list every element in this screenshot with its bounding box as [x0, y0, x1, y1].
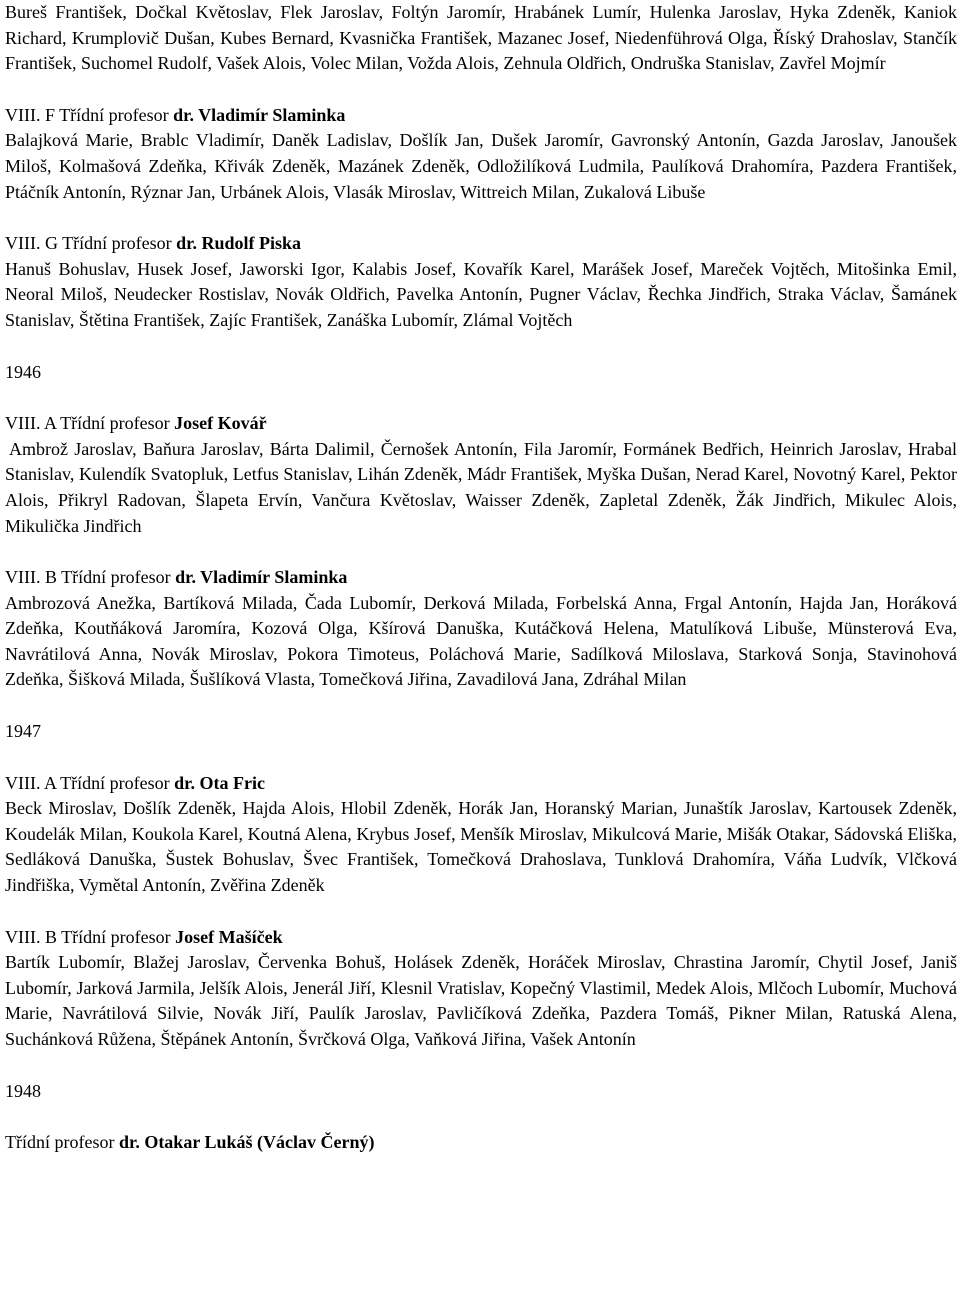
spacer	[5, 899, 957, 925]
heading-prefix: VIII. A Třídní profesor	[5, 772, 175, 793]
year-heading-1947: 1947	[5, 721, 41, 742]
class-heading-viii-f	[5, 103, 957, 129]
student-list-viii-b-1946: Ambrozová Anežka, Bartíková Milada, Čada Lubomír, Derková Milada, Forbelská Anna, Frgal Antonín, Hajda Jan, Horáková Zdeňka, Koutňáková Jaromíra, Kozová Olga, Kšírová Danuška, Kutáčková Helena, Matulíková Libuše, Münsterová Eva, Navrátilová Anna, Novák Miroslav, Pokora Timoteus, Poláchová Marie, Sadílková Miloslava, Starková Sonja, Stavinohová Zdeňka, Šišková Milada, Šušlíková Vlasta, Tomečková Jiřina, Zavadilová Jana, Zdráhal Milan	[5, 592, 957, 690]
spacer	[5, 385, 957, 411]
heading-prefix: VIII. F Třídní profesor	[5, 104, 174, 125]
year-heading-1946: 1946	[5, 361, 41, 382]
class-heading-1948	[5, 1130, 957, 1156]
student-list-viii-f: Balajková Marie, Brablc Vladimír, Daněk Ladislav, Došlík Jan, Dušek Jaromír, Gavronský Antonín, Gazda Jaroslav, Janoušek Miloš, Kolmašová Zdeňka, Křivák Zdeněk, Mazánek Zdeněk, Odložilíková Ludmila, Paulíková Drahomíra, Pazdera František, Ptáčník Antonín, Rýznar Jan, Urbánek Alois, Vlasák Miroslav, Wittreich Milan, Zukalová Libuše	[5, 130, 957, 202]
class-heading-viii-a-1947	[5, 771, 957, 797]
heading-prefix: VIII. G Třídní profesor	[5, 233, 177, 254]
teacher-name: dr. Vladimír Slaminka	[173, 104, 346, 125]
student-list-viii-a-1946: Ambrož Jaroslav, Baňura Jaroslav, Bárta Dalimil, Černošek Antonín, Fila Jaromír, Formánek Bedřich, Heinrich Jaroslav, Hrabal Stanislav, Kulendík Svatopluk, Letfus Stanislav, Lihán Zdeněk, Mádr František, Myška Dušan, Nerad Karel, Novotný Karel, Pektor Alois, Přikryl Radovan, Šlapeta Ervín, Vančura Květoslav, Waisser Zdeněk, Zapletal Zdeněk, Žák Jindřich, Mikulec Alois, Mikulička Jindřich	[5, 438, 957, 536]
student-list-viii-g: Hanuš Bohuslav, Husek Josef, Jaworski Igor, Kalabis Josef, Kovařík Karel, Marášek Josef, Mareček Vojtěch, Mitošinka Emil, Neoral Miloš, Neudecker Rostislav, Novák Oldřich, Pavelka Antonín, Pugner Václav, Řechka Jindřich, Straka Václav, Šamánek Stanislav, Štětina František, Zajíc František, Zanáška Lubomír, Zlámal Vojtěch	[5, 258, 957, 330]
document-page	[5, 0, 957, 1156]
class-heading-viii-g	[5, 231, 957, 257]
student-list-viii-b-1947: Bartík Lubomír, Blažej Jaroslav, Červenka Bohuš, Holásek Zdeněk, Horáček Miroslav, Chrastina Jaromír, Chytil Josef, Janiš Lubomír, Jarková Jarmila, Jelšík Alois, Jenerál Jiří, Klesnil Vratislav, Kopečný Vlastimil, Medek Alois, Mlčoch Lubomír, Muchová Marie, Navrátilová Silvie, Novák Jiří, Paulík Jaroslav, Pavličíková Zdeňka, Pazdera Tomáš, Pikner Milan, Ratuská Alena, Suchánková Růžena, Štěpánek Antonín, Švrčková Olga, Vaňková Jiřina, Vašek Antonín	[5, 952, 957, 1049]
teacher-name: dr. Vladimír Slaminka	[175, 567, 348, 588]
year-heading-1948: 1948	[5, 1080, 41, 1101]
spacer	[5, 1053, 957, 1079]
spacer	[5, 334, 957, 360]
student-list-viii-a-1947: Beck Miroslav, Došlík Zdeněk, Hajda Alois, Hlobil Zdeněk, Horák Jan, Horanský Marian, Junaštík Jaroslav, Kartousek Zdeněk, Koudelák Milan, Koukola Karel, Koutná Alena, Krybus Josef, Menšík Miroslav, Mikulcová Marie, Mišák Otakar, Sádovská Eliška, Sedláková Danuška, Šustek Bohuslav, Švec František, Tomečková Drahoslava, Tunklová Drahomíra, Váňa Ludvík, Vlčková Jindřiška, Vymětal Antonín, Zvěřina Zdeněk	[5, 798, 957, 896]
heading-prefix: VIII. B Třídní profesor	[5, 926, 176, 947]
spacer	[5, 539, 957, 565]
teacher-name: dr. Ota Fric	[174, 772, 265, 793]
teacher-name: Josef Mašíček	[175, 926, 283, 947]
class-heading-viii-b-1947	[5, 925, 957, 951]
teacher-name: dr. Rudolf Piska	[176, 233, 301, 254]
spacer	[5, 205, 957, 231]
heading-prefix: VIII. B Třídní profesor	[5, 567, 176, 588]
heading-prefix: VIII. A Třídní profesor	[5, 413, 175, 434]
spacer	[5, 745, 957, 771]
spacer	[5, 77, 957, 103]
class-heading-viii-a-1946	[5, 411, 957, 437]
spacer	[5, 1104, 957, 1130]
teacher-name: Josef Kovář	[174, 413, 267, 434]
teacher-name: dr. Otakar Lukáš (Václav Černý)	[118, 1132, 375, 1153]
class-list-continuation: Bureš František, Dočkal Květoslav, Flek Jaroslav, Foltýn Jaromír, Hrabánek Lumír, Hulenka Jaroslav, Hyka Zdeněk, Kaniok Richard, Krumplovič Dušan, Kubes Bernard, Kvasnička František, Mazanec Josef, Niedenführová Olga, Říský Drahoslav, Stančík František, Suchomel Rudolf, Vašek Alois, Volec Milan, Vožda Alois, Zehnula Oldřich, Ondruška Stanislav, Zavřel Mojmír	[5, 2, 957, 74]
spacer	[5, 693, 957, 719]
class-heading-viii-b-1946	[5, 565, 957, 591]
heading-prefix: Třídní profesor	[5, 1132, 119, 1153]
